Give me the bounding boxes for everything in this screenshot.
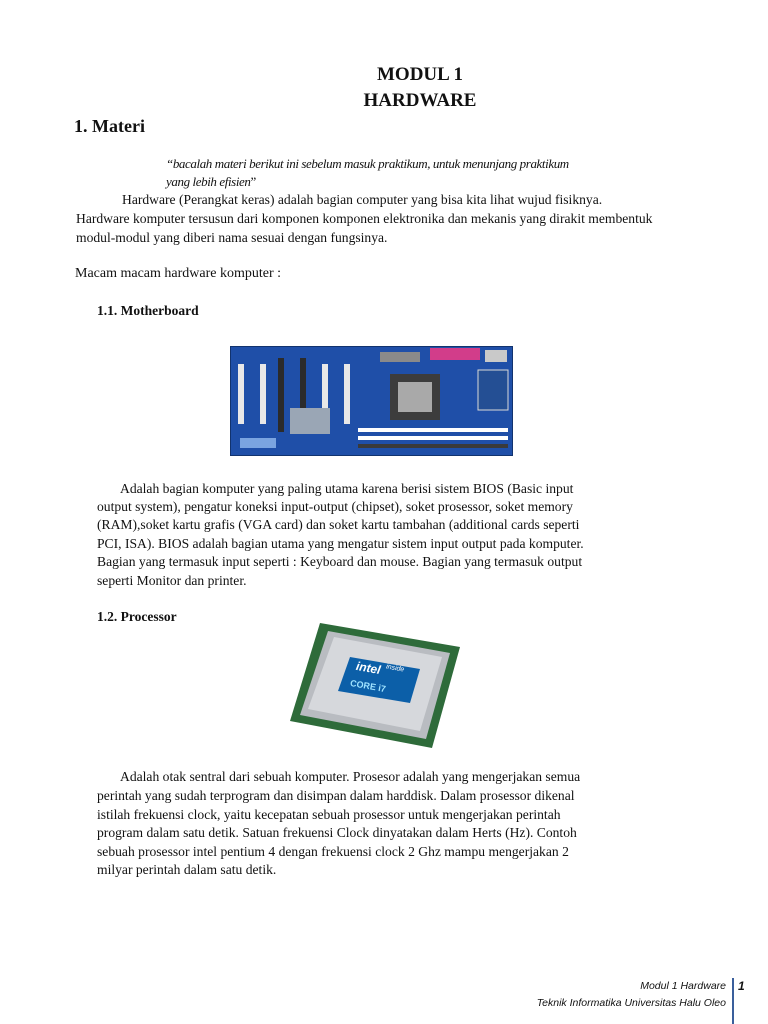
footer-institution: Teknik Informatika Universitas Halu Oleo — [536, 997, 726, 1009]
processor-line-4: program dalam satu detik. Satuan frekuensi Clock dinyatakan dalam Herts (Hz). Contoh — [97, 825, 577, 840]
intro-line-1: Hardware (Perangkat keras) adalah bagian computer yang bisa kita lihat wujud fisiknya. — [122, 192, 603, 207]
page-title-line2: HARDWARE — [363, 90, 477, 111]
intro-line-2: Hardware komputer tersusun dari komponen komponen elektronika dan mekanis yang dirakit membentuk — [76, 211, 653, 226]
quote-line2 — [166, 173, 256, 190]
quote-line1: “bacalah materi berikut ini sebelum masuk praktikum, untuk menunjang praktikum — [166, 156, 569, 171]
footer-divider — [732, 978, 734, 1024]
processor-line-1: Adalah otak sentral dari sebuah komputer. Prosesor adalah yang mengerjakan semua — [120, 769, 581, 784]
motherboard-line-6: seperti Monitor dan printer. — [97, 573, 247, 588]
motherboard-line-5: Bagian yang termasuk input seperti : Keyboard dan mouse. Bagian yang termasuk output — [97, 554, 583, 569]
motherboard-line-4: PCI, ISA). BIOS adalah bagian utama yang mengatur sistem input output pada komputer. — [97, 536, 584, 551]
subheading-motherboard: 1.1. Motherboard — [97, 303, 199, 318]
chip-model-label: CORE i7 — [349, 677, 387, 695]
quote-line2-italic: yang lebih efisien — [166, 174, 251, 189]
processor-line-3: istilah frekuensi clock, yaitu kecepatan sebuah prosessor untuk mengerjakan perintah — [97, 807, 561, 822]
chip-sub-label: inside — [385, 663, 405, 674]
section-heading-materi: 1. Materi — [74, 116, 145, 136]
footer-module-title: Modul 1 Hardware — [640, 980, 726, 992]
motherboard-line-3: (RAM),soket kartu grafis (VGA card) dan soket kartu tambahan (additional cards seperti — [97, 517, 580, 532]
chip-brand-label: intel — [354, 658, 382, 678]
processor-line-6: milyar perintah dalam satu detik. — [97, 862, 277, 877]
processor-line-5: sebuah prosessor intel pentium 4 dengan frekuensi clock 2 Ghz mampu mengerjakan 2 — [97, 844, 569, 859]
processor-image — [290, 623, 460, 748]
intro-line-3: modul-modul yang diberi nama sesuai dengan fungsinya. — [76, 230, 388, 245]
hardware-list-intro: Macam macam hardware komputer : — [75, 266, 282, 281]
subheading-processor: 1.2. Processor — [97, 609, 177, 624]
page-number: 1 — [738, 979, 745, 993]
quote-close-mark: ” — [250, 174, 256, 189]
page-title-line1: MODUL 1 — [376, 64, 464, 85]
processor-line-2: perintah yang sudah terprogram dan disimpan dalam harddisk. Dalam prosessor dikenal — [97, 788, 575, 803]
motherboard-image — [230, 346, 513, 456]
motherboard-line-2: output system), pengatur koneksi input-output (chipset), soket prosessor, soket memory — [97, 499, 573, 514]
motherboard-line-1: Adalah bagian komputer yang paling utama karena berisi sistem BIOS (Basic input — [120, 481, 574, 496]
